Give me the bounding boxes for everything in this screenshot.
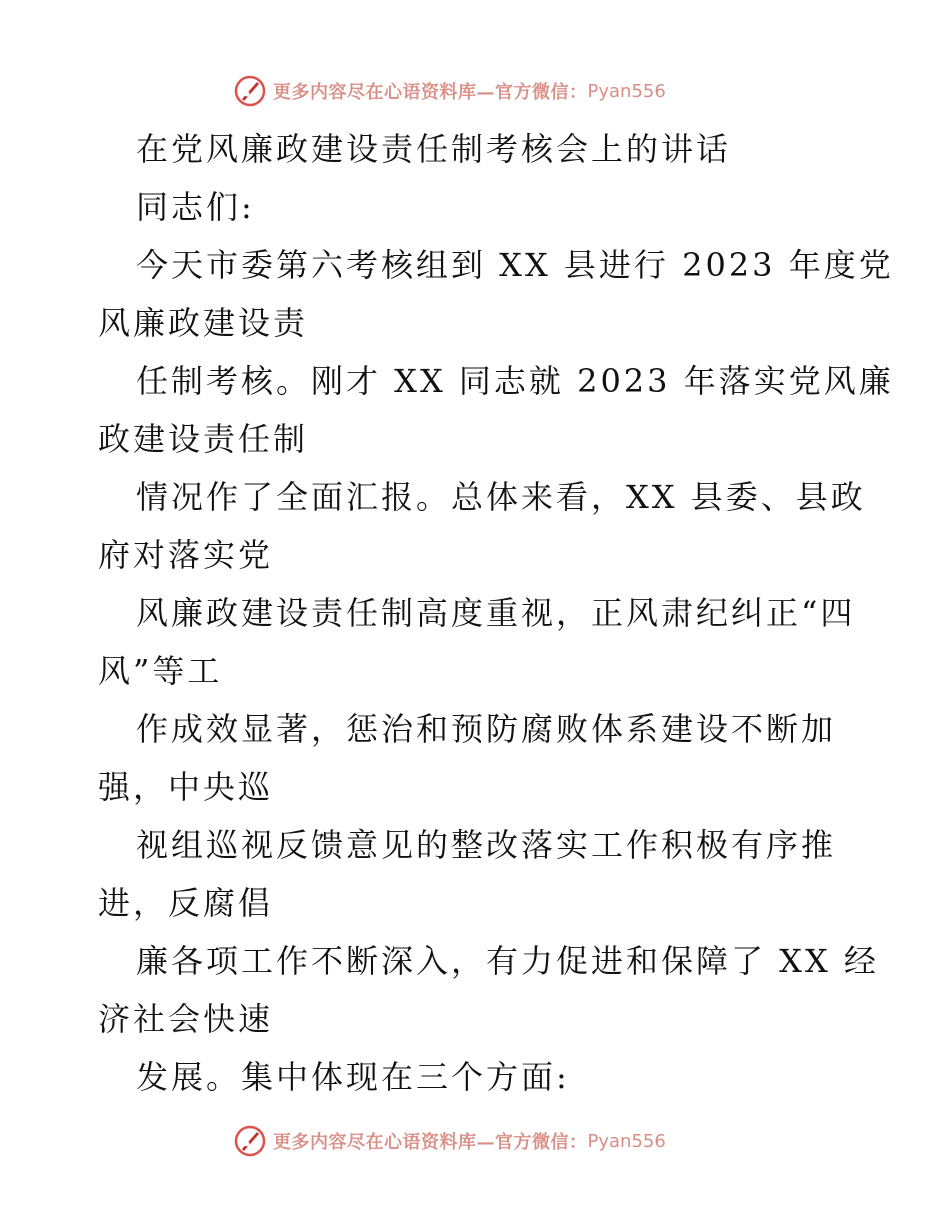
salutation: 同志们: (136, 188, 255, 226)
text-line: 府对落实党 (98, 536, 274, 574)
text-line: 进，反腐倡 (98, 884, 274, 922)
text-line: 任制考核。刚才 XX 同志就 2023 年落实党风廉 (136, 362, 894, 400)
quill-pen-icon (233, 1124, 267, 1158)
watermark-account: Pyan556 (587, 1130, 666, 1152)
text-line: 作成效显著，惩治和预防腐败体系建设不断加 (136, 710, 837, 748)
text-line: 视组巡视反馈意见的整改落实工作积极有序推 (136, 826, 837, 864)
text-line: 情况作了全面汇报。总体来看，XX 县委、县政 (136, 478, 866, 516)
watermark-account: Pyan556 (587, 80, 666, 102)
text-line: 强，中央巡 (98, 768, 274, 806)
quill-pen-icon (233, 74, 267, 108)
text-line: 发展。集中体现在三个方面: (136, 1058, 570, 1096)
watermark-text: 更多内容尽在心语资料库—官方微信： (273, 82, 588, 103)
speech-title: 在党风廉政建设责任制考核会上的讲话 (136, 130, 732, 168)
text-line: 政建设责任制 (98, 420, 309, 458)
text-line: 风廉政建设责任制高度重视，正风肃纪纠正“四 (136, 594, 856, 632)
watermark-text: 更多内容尽在心语资料库—官方微信： (273, 1132, 588, 1153)
document-body (98, 120, 894, 1106)
text-line: 风廉政建设责 (98, 304, 309, 342)
text-line: 风”等工 (98, 652, 223, 690)
text-line: 廉各项工作不断深入，有力促进和保障了 XX 经 (136, 942, 879, 980)
watermark-header (233, 74, 666, 108)
text-line: 今天市委第六考核组到 XX 县进行 2023 年度党 (136, 246, 894, 284)
text-line: 济社会快速 (98, 1000, 274, 1038)
watermark-footer (233, 1124, 666, 1158)
